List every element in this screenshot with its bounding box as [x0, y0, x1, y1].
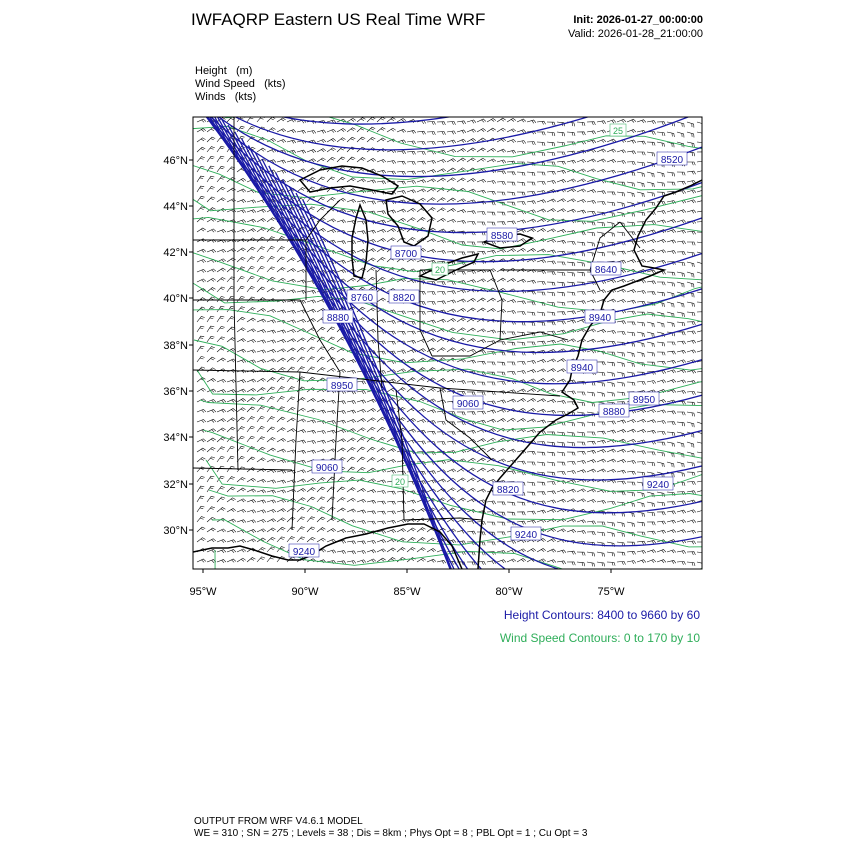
- height-contour-label: 8820: [496, 485, 520, 496]
- height-contour-label: 8760: [350, 293, 374, 304]
- height-contour-label: 8940: [570, 363, 594, 374]
- init-time: Init: 2026-01-27_00:00:00: [573, 14, 703, 26]
- height-contour-label: 8940: [588, 313, 612, 324]
- height-contour-label: 8880: [602, 407, 626, 418]
- height-contour-label: 8950: [330, 381, 354, 392]
- height-contour-label: 9240: [514, 530, 538, 541]
- height-contour-label: 8520: [660, 155, 684, 166]
- lat-label: 42°N: [163, 247, 188, 259]
- lon-label: 85°W: [393, 586, 421, 598]
- lon-label: 75°W: [597, 586, 625, 598]
- lat-label: 44°N: [163, 201, 188, 213]
- height-contour-label: 9240: [646, 480, 670, 491]
- footer-line-2: WE = 310 ; SN = 275 ; Levels = 38 ; Dis = 8km ; Phys Opt = 8 ; PBL Opt = 1 ; Cu Opt = 3: [194, 828, 588, 839]
- footer-line-1: OUTPUT FROM WRF V4.6.1 MODEL: [194, 816, 363, 827]
- height-contour-label: 8950: [632, 395, 656, 406]
- lon-label: 95°W: [189, 586, 217, 598]
- lat-label: 46°N: [163, 155, 188, 167]
- height-contour-label: 8640: [594, 265, 618, 276]
- lat-label: 40°N: [163, 293, 188, 305]
- height-contour-line: [133, 0, 720, 99]
- field-winds: Winds (kts): [195, 91, 257, 103]
- height-contour-label: 9060: [456, 399, 480, 410]
- valid-time: Valid: 2026-01-28_21:00:00: [568, 28, 703, 40]
- height-contour-label: 9240: [292, 547, 316, 558]
- lat-label: 36°N: [163, 386, 188, 398]
- lat-label: 32°N: [163, 479, 188, 491]
- lat-label: 34°N: [163, 432, 188, 444]
- map-title: IWFAQRP Eastern US Real Time WRF: [191, 10, 486, 29]
- model-footer: [194, 816, 587, 840]
- wind-contour-label: 25: [612, 126, 624, 136]
- height-contour-label: 8880: [326, 313, 350, 324]
- wind-contour-label: 20: [434, 265, 446, 275]
- lon-label: 90°W: [291, 586, 319, 598]
- lon-label: 80°W: [495, 586, 523, 598]
- height-contour-line: [126, 0, 720, 76]
- height-contour-label: 8700: [394, 249, 418, 260]
- lat-label: 30°N: [163, 525, 188, 537]
- lat-label: 38°N: [163, 340, 188, 352]
- height-contour-label: 8820: [392, 293, 416, 304]
- field-height: Height (m): [195, 65, 253, 77]
- wind-contour-legend: Wind Speed Contours: 0 to 170 by 10: [499, 631, 700, 645]
- height-contour-line: [119, 0, 720, 54]
- height-contour-label: 8580: [490, 231, 514, 242]
- height-contour-legend: Height Contours: 8400 to 9660 by 60: [503, 608, 700, 622]
- field-wind-speed: Wind Speed (kts): [195, 78, 286, 90]
- wind-contour-label: 20: [394, 477, 406, 487]
- height-contour-line: [140, 33, 720, 124]
- height-contour-label: 9060: [315, 463, 339, 474]
